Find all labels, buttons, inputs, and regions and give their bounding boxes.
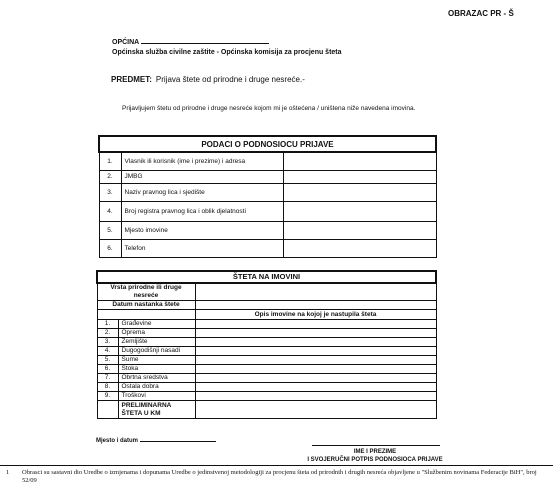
opis-blank: [97, 310, 195, 320]
vrsta-value[interactable]: [195, 283, 436, 301]
row-num: 4.: [99, 201, 121, 221]
value-cell[interactable]: [195, 365, 436, 374]
row-label: Obrtna sredstva: [118, 374, 195, 383]
value-cell[interactable]: [195, 338, 436, 347]
row-label: Telefon: [121, 239, 283, 257]
sluzba-heading: Općinska služba civilne zaštite - Općinska komisija za procjenu šteta: [112, 49, 342, 56]
applicant-table-title: PODACI O PODNOSIOCU PRIJAVE: [99, 136, 436, 152]
footnote-text: Obrasci su sastavni dio Uredbe o izmjenama i dopunama Uredbe o jedinstvenoj metodologiji za procjenu šteta od prirodnih i drugih nesreća objavljene u "Službenim novinama Federacije BiH", broj 52/09: [22, 469, 537, 484]
mjesto-datum-field: [96, 438, 216, 444]
opcina-field: [112, 39, 269, 46]
row-num: 2.: [97, 329, 118, 338]
damage-table: [96, 270, 437, 419]
signature-line[interactable]: [312, 445, 440, 446]
total-label: PRELIMINARNA ŠTETA U KM: [118, 401, 195, 419]
value-cell[interactable]: [195, 329, 436, 338]
value-cell[interactable]: [283, 183, 436, 201]
value-cell[interactable]: [283, 170, 436, 183]
row-num: 3.: [99, 183, 121, 201]
mjesto-line[interactable]: [140, 441, 216, 442]
footnote-divider: [0, 465, 553, 466]
applicant-table: [98, 135, 437, 258]
total-num: [97, 401, 118, 419]
value-cell[interactable]: [195, 392, 436, 401]
value-cell[interactable]: [283, 239, 436, 257]
intro-paragraph: Prijavljujem štetu od prirodne i druge nesreće kojom mi je oštećena / uništena niže navedena imovina.: [122, 105, 416, 112]
row-label: Dugogodišnji nasadi: [118, 347, 195, 356]
total-value[interactable]: [195, 401, 436, 419]
row-num: 5.: [97, 356, 118, 365]
value-cell[interactable]: [195, 383, 436, 392]
row-label: Naziv pravnog lica i sjedište: [121, 183, 283, 201]
value-cell[interactable]: [195, 320, 436, 329]
predmet: [111, 75, 305, 84]
row-num: 6.: [97, 365, 118, 374]
predmet-label: PREDMET:: [111, 75, 152, 84]
value-cell[interactable]: [283, 221, 436, 239]
value-cell[interactable]: [283, 152, 436, 170]
value-cell[interactable]: [195, 356, 436, 365]
datum-label: Datum nastanka štete: [97, 301, 195, 310]
footnote-number: 1: [6, 469, 10, 476]
datum-value[interactable]: [195, 301, 436, 310]
row-label: Građevine: [118, 320, 195, 329]
predmet-text: Prijava štete od prirodne i druge nesreće.-: [155, 75, 305, 84]
value-cell[interactable]: [195, 374, 436, 383]
row-num: 1.: [97, 320, 118, 329]
row-num: 6.: [99, 239, 121, 257]
row-num: 3.: [97, 338, 118, 347]
row-label: Ostala dobra: [118, 383, 195, 392]
row-num: 2.: [99, 170, 121, 183]
row-label: Stoka: [118, 365, 195, 374]
row-num: 5.: [99, 221, 121, 239]
signature-caption: [300, 448, 450, 464]
opcina-line[interactable]: [141, 43, 269, 44]
opis-label: Opis imovine na kojoj je nastupila šteta: [195, 310, 436, 320]
row-label: Zemljište: [118, 338, 195, 347]
row-label: Šume: [118, 356, 195, 365]
row-num: 8.: [97, 383, 118, 392]
row-num: 7.: [97, 374, 118, 383]
sign-line2: I SVOJERUČNI POTPIS PODNOSIOCA PRIJAVE: [307, 457, 443, 463]
value-cell[interactable]: [195, 347, 436, 356]
row-num: 1.: [99, 152, 121, 170]
sign-line1: IME I PREZIME: [353, 449, 397, 455]
row-label: JMBG: [121, 170, 283, 183]
row-num: 9.: [97, 392, 118, 401]
row-num: 4.: [97, 347, 118, 356]
damage-table-title: ŠTETA NA IMOVINI: [97, 271, 436, 283]
row-label: Oprema: [118, 329, 195, 338]
row-label: Mjesto imovine: [121, 221, 283, 239]
form-code: OBRAZAC PR - Š: [448, 9, 514, 18]
row-label: Troškovi: [118, 392, 195, 401]
vrsta-label: Vrsta prirodne ili druge nesreće: [97, 283, 195, 301]
value-cell[interactable]: [283, 201, 436, 221]
row-label: Vlasnik ili korisnik (ime i prezime) i adresa: [121, 152, 283, 170]
row-label: Broj registra pravnog lica i oblik djelatnosti: [121, 201, 283, 221]
mjesto-label: Mjesto i datum: [96, 438, 139, 444]
opcina-label: OPĆINA: [112, 39, 140, 46]
